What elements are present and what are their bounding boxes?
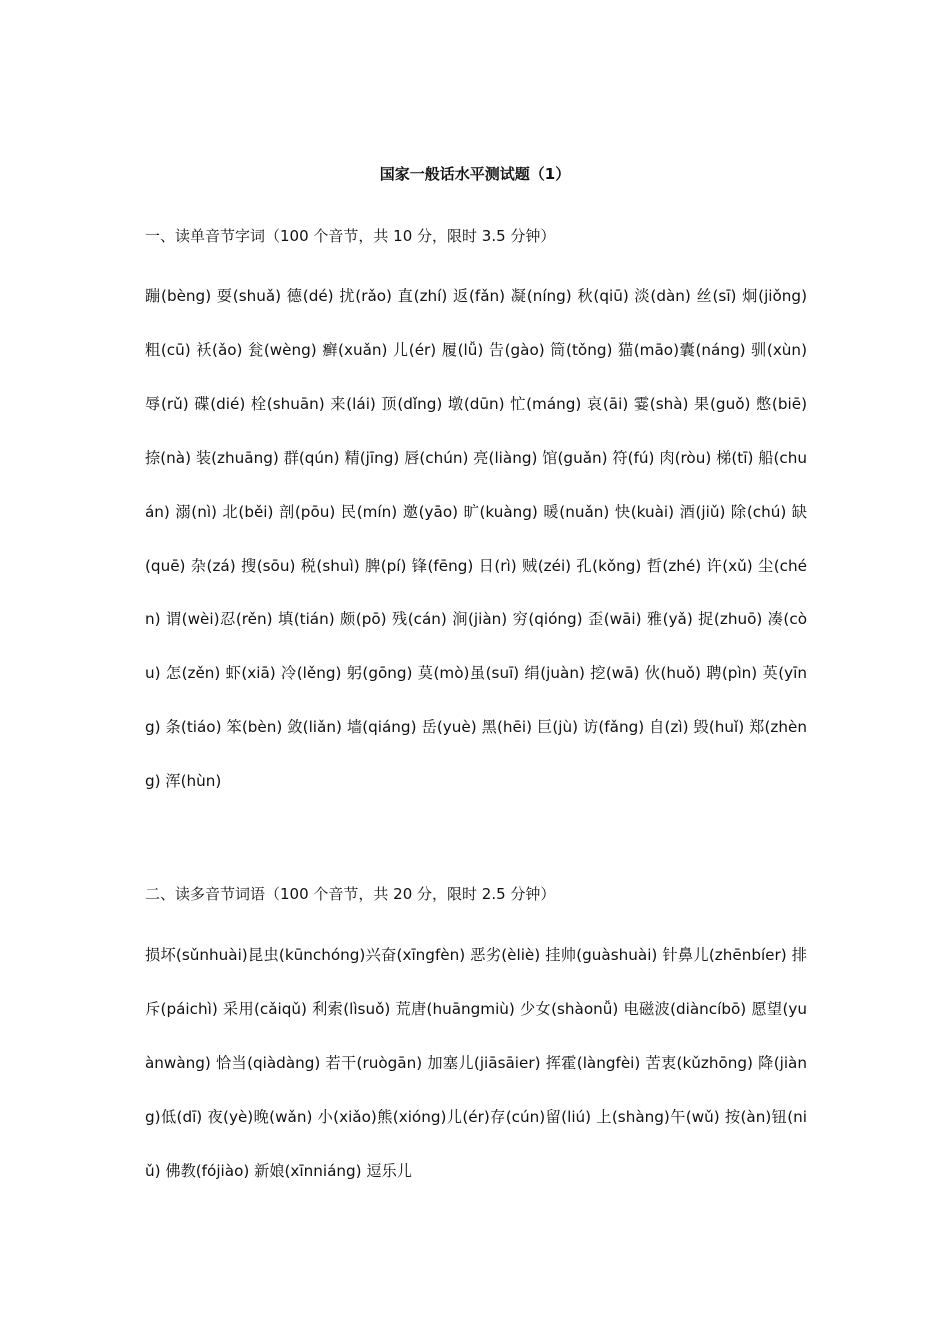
section-1-body: 蹦(bèng) 耍(shuǎ) 德(dé) 扰(rǎo) 直(zhí) 返(fǎn) 凝(níng) 秋(qiū) 淡(dàn) 丝(sī) 炯(jiǒng) 粗(cū) 袄(ǎo) 瓮(wèng) 癣(xuǎn) 儿(ér) 履(lǚ) 告(gào) 筒(tǒng) 猫(māo)囊(náng) 驯(xùn) 辱(rǔ) 碟(dié) 栓(shuān) 来(lái) 顶(dǐng) 墩(dūn) 忙(máng) 哀(āi) 霎(shà) 果(guǒ) 憋(biē) 捺(nà) 装(zhuāng) 群(qún) 精(jīng) 唇(chún) 亮(liàng) 馆(guǎn) 符(fú) 肉(ròu) 梯(tī) 船(chuán) 溺(nì) 北(běi) 剖(pōu) 民(mín) 邀(yāo) 旷(kuàng) 暖(nuǎn) 快(kuài) 酒(jiǔ) 除(chú) 缺(quē) 杂(zá) 搜(sōu) 税(shuì) 脾(pí) 锋(fēng) 日(rì) 贼(zéi) 孔(kǒng) 哲(zhé) 许(xǔ) 尘(chén) 谓(wèi)忍(rěn) 填(tián) 颇(pō) 残(cán) 涧(jiàn) 穷(qióng) 歪(wāi) 雅(yǎ) 捉(zhuō) 凑(còu) 怎(zěn) 虾(xiā) 冷(lěng) 躬(gōng) 莫(mò)虽(suī) 绢(juàn) 挖(wā) 伙(huǒ) 聘(pìn) 英(yīng) 条(tiáo) 笨(bèn) 敛(liǎn) 墙(qiáng) 岳(yuè) 黑(hēi) 巨(jù) 访(fǎng) 自(zì) 毁(huǐ) 郑(zhèng) 浑(hùn) — [145, 287, 807, 791]
document-title: 国家一般话水平测试题（1） — [379, 165, 571, 183]
section-1-heading: 一、读单音节字词（100 个音节，共 10 分，限时 3.5 分钟） — [145, 227, 556, 245]
section-2-heading: 二、读多音节词语（100 个音节，共 20 分，限时 2.5 分钟） — [145, 885, 556, 903]
section-2-body: 损坏(sǔnhuài)昆虫(kūnchóng)兴奋(xīngfèn) 恶劣(èliè) 挂帅(guàshuài) 针鼻儿(zhēnbíer) 排斥(páichì) 采用(cǎiqǔ) 利索(lìsuǒ) 荒唐(huāngmiù) 少女(shàonǚ) 电磁波(diàncíbō) 愿望(yuànwàng) 恰当(qiàdàng) 若干(ruògān) 加塞儿(jiāsāier) 挥霍(làngfèi) 苦衷(kǔzhōng) 降(jiàng)低(dī) 夜(yè)晚(wǎn) 小(xiǎo)熊(xióng)儿(ér)存(cún)留(liú) 上(shàng)午(wǔ) 按(àn)钮(niǔ) 佛教(fójiào) 新娘(xīnniáng) 逗乐儿 — [145, 946, 807, 1180]
